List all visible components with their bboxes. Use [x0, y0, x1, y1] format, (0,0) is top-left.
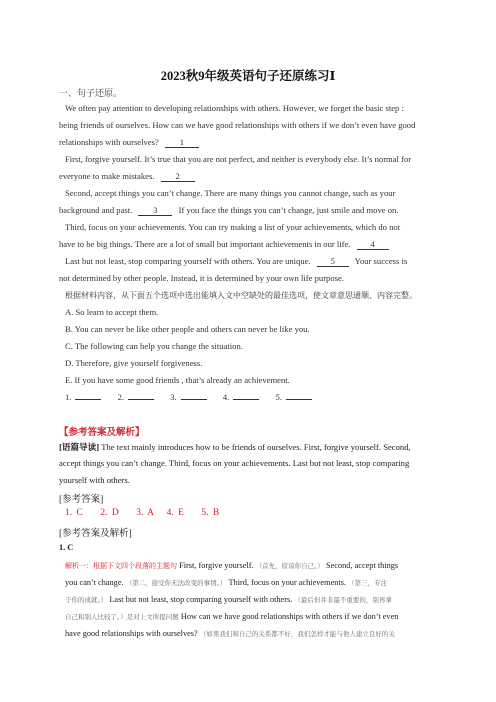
analysis-text: How can we have good relationships with others if we don’t even — [180, 612, 399, 621]
analysis-text: （最后但并非最不重要的，别再拿 — [294, 597, 392, 604]
analysis-line — [65, 578, 387, 587]
guide-text: The text mainly introduces how to be friends of ourselves. First, forgive yourself. Second, — [101, 442, 411, 452]
blank-label-2: 2. — [117, 392, 125, 402]
option-e: E. If you have some good friends , that’s already an achievement. — [65, 375, 290, 385]
ref-analysis-label: [参考答案及解析] — [59, 529, 132, 539]
answer-blanks-row — [65, 392, 312, 402]
guide-line: yourself with others. — [59, 475, 130, 485]
analysis-text: 于你的成就。） — [65, 597, 108, 604]
option-a: A. So learn to accept them. — [65, 307, 159, 317]
passage-line — [65, 256, 407, 267]
passage-line: being friends of ourselves. How can we have good relationships with others if we don’t even have good — [59, 120, 416, 130]
passage-text: background and past. — [59, 205, 133, 215]
analysis-text: （第二，接受你无法改变的事情。） — [125, 580, 227, 587]
analysis-text: Last but not least, stop comparing yourself with others. — [109, 595, 293, 604]
option-c: C. The following can help you change the situation. — [65, 341, 243, 351]
analysis-text: Third, focus on your achievements. — [228, 578, 347, 587]
blank-label-1: 1. — [65, 392, 72, 402]
analysis-text: Second, accept things — [326, 561, 399, 570]
passage-text: have to be big things. There are a lot of small but important achievements in our life. — [59, 239, 351, 249]
passage-line — [59, 205, 398, 216]
analysis-text: （第三，专注 — [348, 580, 388, 587]
passage-text: If you face the things you can’t change, just smile and move on. — [178, 205, 399, 215]
answer-input-3[interactable] — [181, 399, 207, 400]
passage-line — [59, 137, 199, 148]
passage-line: Second, accept things you can’t change. There are many things you cannot change, such as your — [65, 188, 396, 198]
blank-label-5: 5. — [275, 392, 282, 402]
blank-2[interactable]: 2 — [161, 171, 195, 182]
instruction: 根据材料内容，从下面五个选项中选出能填入文中空缺处的最佳选项，使文章意思通顺、内容完整。 — [65, 291, 417, 300]
option-b: B. You can never be like other people and others can never be like you. — [65, 324, 310, 334]
guide-line — [59, 441, 411, 453]
passage-line: We often pay attention to developing relationships with others. However, we forget the basic step : — [65, 103, 404, 113]
answer-input-1[interactable] — [75, 399, 101, 400]
passage-text: relationships with ourselves? — [59, 137, 159, 147]
analysis-lead: 解析一： — [65, 562, 93, 570]
blank-3[interactable]: 3 — [138, 205, 172, 216]
passage-line — [59, 171, 195, 182]
guide-line: accept things you can’t change. Third, focus on your achievements. Last but not least, stop comparing — [59, 458, 410, 468]
ref-answer-label: [参考答案] — [59, 495, 104, 505]
analysis-text: have good relationships with ourselves? — [65, 629, 198, 638]
page-title: 2023秋9年级英语句子还原练习Ⅰ — [160, 69, 336, 83]
passage-text: Your success is — [354, 256, 408, 266]
analysis-line — [65, 629, 395, 638]
answer-input-2[interactable] — [128, 399, 154, 400]
analysis-text: you can’t change. — [65, 578, 124, 587]
passage-line: Third, focus on your achievements. You can try making a list of your achievements, which do not — [65, 222, 401, 232]
blank-1[interactable]: 1 — [165, 137, 199, 148]
section-heading: 一、句子还原。 — [59, 88, 123, 98]
analysis-line — [65, 595, 392, 604]
answer-input-5[interactable] — [286, 399, 312, 400]
analysis-line — [65, 561, 398, 571]
analysis-text: 根据下文四个段落的主题句 — [93, 562, 177, 570]
blank-5[interactable]: 5 — [317, 256, 349, 267]
analysis-text: （如果我们和自己的关系都不好，我们怎样才能与他人建立良好的关 — [199, 631, 395, 638]
analysis-line — [65, 612, 398, 621]
answer-input-4[interactable] — [233, 399, 259, 400]
analysis-text: （首先，原谅你自己。） — [255, 563, 324, 570]
passage-line: not determined by other people. Instead, it is determined by your own life purpose. — [59, 273, 344, 283]
option-d: D. Therefore, give yourself forgiveness. — [65, 358, 203, 368]
blank-label-4: 4. — [222, 392, 230, 402]
analysis-text: 自己和别人比较了。）是对上文所提问题 — [65, 614, 179, 621]
analysis-text: First, forgive yourself. — [179, 561, 254, 570]
blank-label-3: 3. — [170, 392, 177, 402]
blank-4[interactable]: 4 — [357, 239, 389, 250]
passage-line: First, forgive yourself. It’s true that you are not perfect, and neither is everybody else. It’s normal for — [65, 154, 412, 164]
passage-text: Last but not least, stop comparing yourself with others. You are unique. — [65, 256, 311, 266]
guide-label: [语篇导读] — [59, 442, 100, 452]
answer-section-title: 【参考答案及解析】 — [59, 428, 145, 438]
passage-text: everyone to make mistakes. — [59, 171, 155, 181]
analysis-number: 1. C — [59, 543, 74, 552]
ref-answers: 1. C 2. D 3. A 4. E 5. B — [65, 508, 220, 518]
passage-line — [59, 239, 389, 250]
